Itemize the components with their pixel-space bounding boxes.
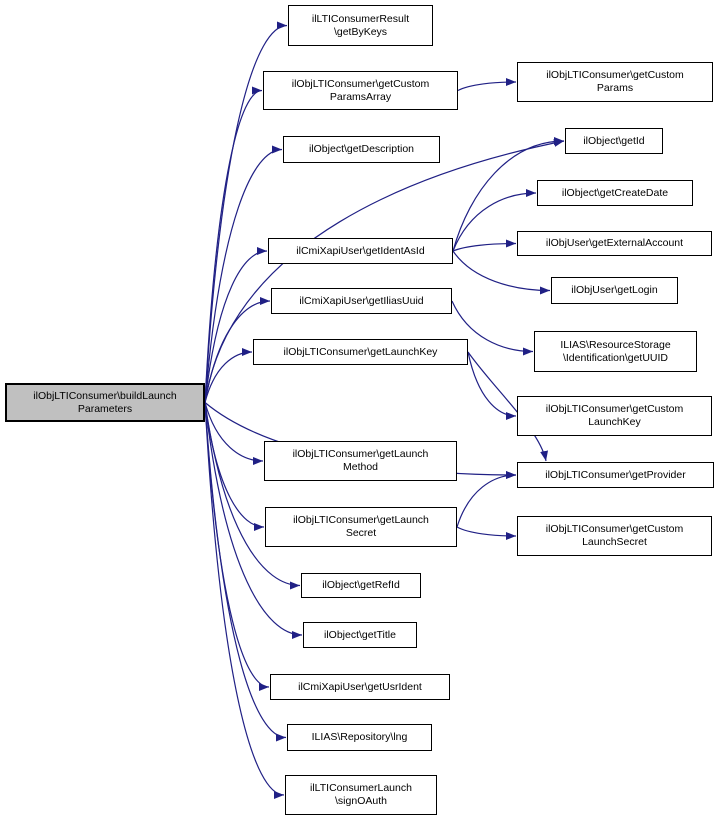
node-label: ilObjLTIConsumer\getCustom (545, 523, 684, 535)
node-getIdentAsId[interactable] (268, 238, 453, 264)
node-label: ilObjLTIConsumer\buildLaunch (33, 389, 177, 402)
node-label: ilObjUser\getExternalAccount (545, 237, 684, 249)
node-label: ilObjLTIConsumer\getLaunch (292, 448, 429, 460)
node-label: ilObjLTIConsumer\getCustom (545, 403, 684, 415)
node-label: Parameters (77, 402, 133, 415)
edge-buildLaunchParameters-to-getUsrIdent (205, 403, 269, 688)
node-label: ilObjLTIConsumer\getLaunchKey (283, 345, 438, 358)
node-label: \signOAuth (335, 795, 387, 807)
node-label: ilObject\getCreateDate (561, 186, 669, 199)
node-label: ilObject\getId (583, 134, 645, 147)
node-getLaunchKey[interactable] (253, 339, 468, 365)
node-label: \getByKeys (333, 25, 388, 38)
node-getCreateDate[interactable] (537, 180, 693, 206)
node-label: ilObject\getRefId (322, 579, 400, 591)
node-label: ILIAS\Repository\lng (311, 731, 408, 743)
node-label: LaunchKey (588, 416, 641, 428)
node-getLogin[interactable] (551, 277, 678, 304)
node-getIliasUuid[interactable] (271, 288, 452, 314)
node-getTitle[interactable] (303, 622, 417, 648)
node-label: ilLTIConsumerLaunch (310, 782, 412, 794)
node-getProvider[interactable] (517, 462, 714, 488)
node-label: ilObjLTIConsumer\getLaunch (293, 514, 429, 526)
node-label: LaunchSecret (582, 536, 647, 548)
node-label: ilCmiXapiUser\getIdentAsId (296, 244, 425, 257)
node-label: ilLTIConsumerResult (311, 12, 410, 25)
node-label: Method (342, 461, 379, 473)
node-label: ilObjLTIConsumer\getCustom (546, 69, 684, 81)
node-getExternalAccount[interactable] (517, 231, 712, 256)
node-label: \Identification\getUUID (562, 351, 669, 364)
node-getUsrIdent[interactable] (270, 674, 450, 700)
node-label: ParamsArray (329, 90, 392, 103)
node-label: ilCmiXapiUser\getUsrIdent (298, 680, 422, 693)
edge-getIdentAsId-to-getLogin (453, 251, 550, 291)
edge-getLaunchSecret-to-getProvider (457, 475, 516, 527)
node-label: ilObject\getTitle (324, 628, 396, 641)
edge-getCustomParamsArray-to-getCustomParams (458, 82, 516, 91)
node-label: ILIAS\ResourceStorage (560, 338, 671, 351)
edge-getLaunchSecret-to-getCustomLaunchSecret (457, 527, 516, 536)
node-getUUID[interactable] (534, 331, 697, 372)
node-getCustomParams[interactable] (517, 62, 713, 102)
edge-getIdentAsId-to-getExternalAccount (453, 244, 516, 252)
node-getRefId[interactable] (301, 573, 421, 598)
node-label: ilObject\getDescription (308, 143, 415, 155)
node-getDescription[interactable] (283, 136, 440, 163)
node-getByKeys[interactable] (288, 5, 433, 46)
node-getLaunchSecret[interactable] (265, 507, 457, 547)
edge-buildLaunchParameters-to-getLaunchKey (205, 352, 252, 403)
node-label: ilCmiXapiUser\getIliasUuid (299, 294, 424, 307)
node-label: ilObjLTIConsumer\getCustom (291, 77, 430, 90)
node-getCustomParamsArray[interactable] (263, 71, 458, 110)
node-getCustomLaunchKey[interactable] (517, 396, 712, 436)
node-label: ilObjUser\getLogin (571, 284, 658, 296)
node-label: Secret (345, 527, 377, 539)
node-getCustomLaunchSecret[interactable] (517, 516, 712, 556)
node-buildLaunchParameters[interactable] (5, 383, 205, 422)
node-signOAuth[interactable] (285, 775, 437, 815)
node-lng[interactable] (287, 724, 432, 751)
node-label: Params (596, 82, 634, 94)
node-label: ilObjLTIConsumer\getProvider (545, 468, 686, 481)
node-getId[interactable] (565, 128, 663, 154)
node-getLaunchMethod[interactable] (264, 441, 457, 481)
